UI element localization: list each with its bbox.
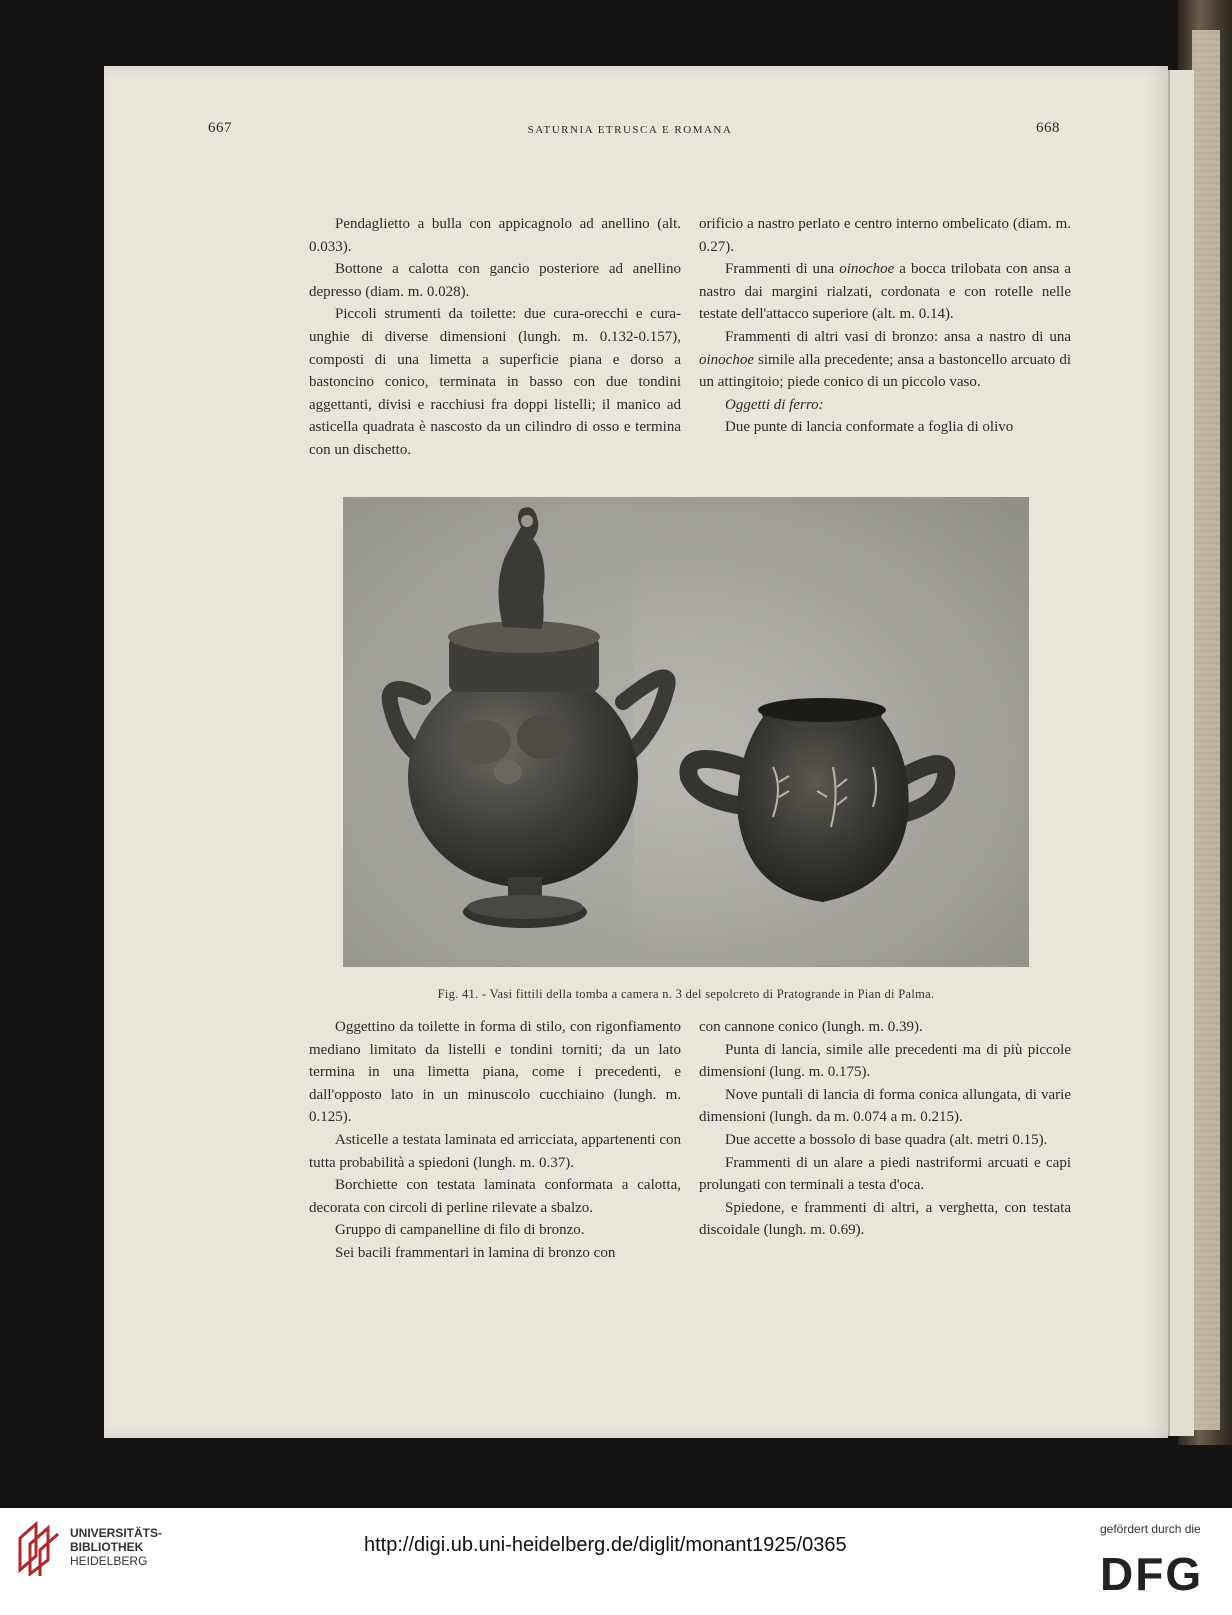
column-bottom-right: [699, 1016, 1071, 1242]
column-top-right: [699, 213, 1071, 439]
paragraph: Asticelle a testata laminata ed arricciata, appartenenti con tutta probabilità a spiedoni (lungh. m. 0.37).: [309, 1131, 681, 1171]
paragraph: orificio a nastro perlato e centro interno ombelicato (diam. m. 0.27).: [699, 216, 1071, 255]
paragraph: Nove puntali di lancia di forma conica allungata, di varie dimensioni (lungh. da m. 0.074 a m. 0.215).: [699, 1086, 1071, 1126]
page-edges: [1192, 30, 1220, 1430]
page-number-left: 667: [208, 120, 232, 136]
text-run: simile alla precedente; ansa a bastoncello arcuato di un attingitoio; piede conico di un piccolo vaso.: [699, 351, 1071, 391]
two-handled-pot: [688, 698, 946, 902]
paragraph: Sei bacili frammentari in lamina di bronzo con: [335, 1244, 616, 1261]
column-top-left: [309, 213, 681, 462]
paragraph: Pendaglietto a bulla con appicagnolo ad anellino (alt. 0.033).: [309, 216, 681, 255]
figure-caption: Fig. 41. - Vasi fittili della tomba a camera n. 3 del sepolcreto di Pratogrande in Pian di Palma.: [437, 987, 935, 1001]
text-run: Frammenti di altri vasi di bronzo: ansa a nastro di una: [725, 328, 1071, 345]
paragraph: [699, 258, 1071, 326]
library-name: [70, 1526, 162, 1568]
column-bottom-left: [309, 1016, 681, 1265]
library-name-line: UNIVERSITÄTS-: [70, 1526, 163, 1540]
paragraph: Borchiette con testata laminata conformata a calotta, decorata con circoli di perline rilevate a sbalzo.: [309, 1177, 681, 1216]
page-number-right: 668: [1036, 120, 1060, 136]
running-title: SATURNIA ETRUSCA E ROMANA: [527, 124, 733, 136]
facing-page-edge: [1168, 70, 1194, 1436]
text-run: Frammenti di una: [725, 261, 840, 278]
permalink-url[interactable]: http://digi.ub.uni-heidelberg.de/diglit/monant1925/0365: [364, 1534, 847, 1556]
paragraph: Punta di lancia, simile alle precedenti ma di più piccole dimensioni (lung. m. 0.175).: [699, 1041, 1071, 1081]
paragraph: Frammenti di un alare a piedi nastriformi arcuati e capi prolungati con terminali a testa d'oca.: [699, 1154, 1071, 1194]
paragraph: Spiedone, e frammenti di altri, a verghetta, con testata discoidale (lungh. m. 0.69).: [699, 1199, 1071, 1239]
library-name-line: HEIDELBERG: [70, 1554, 148, 1568]
italic-term: oinochoe: [699, 351, 754, 368]
paragraph: Piccoli strumenti da toilette: due cura-orecchi e cura-unghie di diverse dimensioni (lungh. m. 0.132-0.157), composti di una limetta a superficie piana e dorso a bastoncino conico, terminata in basso con due tondini aggettanti, divisi e racchiusi fra doppi listelli; il manico ad asticella quadrata è nascosto da un cilindro di osso e termina con un dischetto.: [309, 306, 681, 458]
section-heading: Oggetti di ferro:: [725, 396, 824, 413]
paragraph: Gruppo di campanelline di filo di bronzo.: [335, 1222, 585, 1239]
paragraph: Bottone a calotta con gancio posteriore ad anellino depresso (diam. m. 0.028).: [309, 261, 681, 300]
viewer-footer: [0, 1508, 1232, 1615]
vases-photo: [343, 497, 1029, 967]
university-library-logo-icon: [14, 1520, 62, 1576]
figure-photograph: [343, 497, 1029, 967]
dfg-logo-text: DFG: [1100, 1548, 1204, 1596]
paragraph: Oggettino da toilette in forma di stilo, con rigonfiamento mediano limitato da listelli e tondini torniti; da un lato termina in una limetta piana, come i precedenti, e dall'opposto lato in un minuscolo cucchiaino (lungh. m. 0.125).: [309, 1019, 681, 1126]
text-run: a bocca trilobata con ansa a nastro dai margini rialzati, cordonata e con rotelle nelle testate dell'attacco superiore (alt. m. 0.14).: [699, 261, 1071, 323]
paragraph: [699, 326, 1071, 394]
library-name-line: BIBLIOTHEK: [70, 1540, 144, 1554]
italic-term: oinochoe: [839, 261, 895, 278]
paragraph: con cannone conico (lungh. m. 0.39).: [699, 1019, 923, 1035]
dfg-logo-icon: [1100, 1548, 1210, 1596]
paragraph: Due accette a bossolo di base quadra (alt. metri 0.15).: [725, 1131, 1048, 1148]
funding-note: gefördert durch die: [1100, 1522, 1201, 1536]
paragraph: Due punte di lancia conformate a foglia di olivo: [725, 419, 1014, 436]
